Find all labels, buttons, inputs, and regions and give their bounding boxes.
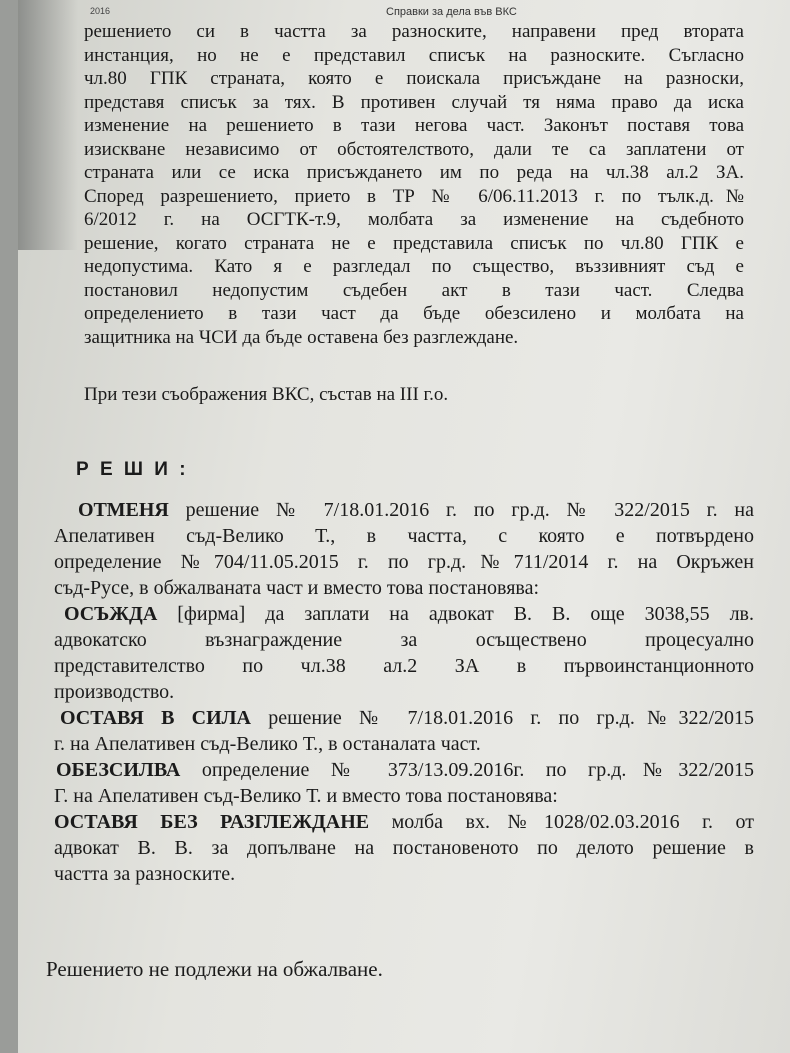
otmenya-line: съд-Русе, в обжалваната част и вместо това постановява: — [54, 577, 540, 599]
osazhda-line: производство. — [54, 681, 175, 703]
ostavya-line: г. на Апелативен съд-Велико Т., в останалата част. — [54, 733, 481, 755]
otmenya-label: ОТМЕНЯ — [78, 499, 169, 521]
decision-heading: Р Е Ш И : — [76, 459, 189, 480]
ostavya-label: ОСТАВЯ В СИЛА — [60, 707, 252, 729]
body-line: 6/2012 г. на ОСГТК-т.9, молбата за изменение на съдебното — [84, 209, 744, 230]
body-line: представя списък за тях. В противен случай тя няма право да иска — [84, 91, 744, 113]
body-line: изменение на решението в тази негова част. Законът поставя това — [84, 115, 744, 136]
osazhda-line: адвокатско възнаграждение за осъществено процесуално — [54, 629, 754, 651]
ostavya-text: решение № 7/18.01.2016 г. по гр.д.№322/2015 — [251, 707, 754, 729]
obezsilva-line: Г. на Апелативен съд-Велико Т. и вместо това постановява: — [54, 785, 558, 807]
ostavya-line — [54, 705, 754, 731]
otmenya-line: Апелативен съд-Велико Т., в частта, с която е потвърдено — [54, 525, 754, 547]
body-line: определението в тази част да бъде обезсилено и молбата на — [84, 303, 744, 324]
body-line: решение, когато страната не е представила списък по чл.80 ГПК е — [84, 232, 744, 254]
osazhda-text: [фирма] да заплати на адвокат В. В. още 3038,55 лв. — [157, 603, 754, 625]
body-line: страната или се иска присъждането им по реда на чл.38 ал.2 ЗА. — [84, 162, 744, 183]
body-paragraph — [84, 20, 744, 349]
osazhda-line: представителство по чл.38 ал.2 ЗА в първоинстанционното — [54, 655, 754, 677]
body-line: постановил недопустим съдебен акт в тази част. Следва — [84, 279, 744, 301]
bez-label: ОСТАВЯ БЕЗ РАЗГЛЕЖДАНЕ — [54, 811, 370, 833]
otmenya-line: определение №704/11.05.2015 г. по гр.д.№711/2014 г. на Окръжен — [54, 551, 754, 573]
otmenya-text: решение № 7/18.01.2016 г. по гр.д. № 322/2015 г. на — [168, 499, 754, 521]
header-title: Справки за дела във ВКС — [386, 6, 517, 18]
header-year: 2016 — [90, 6, 111, 16]
obezsilva-line — [54, 757, 754, 783]
obezsilva-label: ОБЕЗСИЛВА — [56, 759, 181, 781]
otmenya-line — [54, 497, 754, 523]
body-line: чл.80 ГПК страната, която е поискала присъждане на разноски, — [84, 68, 744, 89]
bez-line — [54, 809, 754, 835]
body-line: изискване независимо от обстоятелството, дали те са заплатени от — [84, 138, 744, 160]
obezsilva-text: определение № 373/13.09.2016г. по гр.д.№322/2015 — [180, 759, 754, 781]
final-statement: Решението не подлежи на обжалване. — [46, 957, 383, 981]
considerations-line: При тези съображения ВКС, състав на III г.о. — [84, 384, 449, 405]
document-page — [18, 0, 790, 1053]
body-line: защитника на ЧСИ да бъде оставена без разглеждане. — [84, 326, 519, 348]
osazhda-line — [54, 601, 754, 627]
bez-line: частта за разноските. — [54, 863, 236, 885]
body-line: недопустима. Като я е разгледал по същество, въззивният съд е — [84, 256, 744, 277]
body-line: Според разрешението, прието в ТР № 6/06.11.2013 г. по тълк.д.№ — [84, 185, 744, 207]
osazhda-label: ОСЪЖДА — [64, 603, 158, 625]
body-line: инстанция, но не е представил списък на разноските. Съгласно — [84, 44, 744, 66]
bez-line: адвокат В. В. за допълване на постановеното по делото решение в — [54, 837, 754, 859]
page-shadow — [18, 0, 78, 250]
body-line: решението си в частта за разноските, направени пред втората — [84, 21, 744, 42]
decision-block — [54, 497, 754, 887]
bez-text: молба вх.№1028/02.03.2016 г. от — [369, 811, 754, 833]
